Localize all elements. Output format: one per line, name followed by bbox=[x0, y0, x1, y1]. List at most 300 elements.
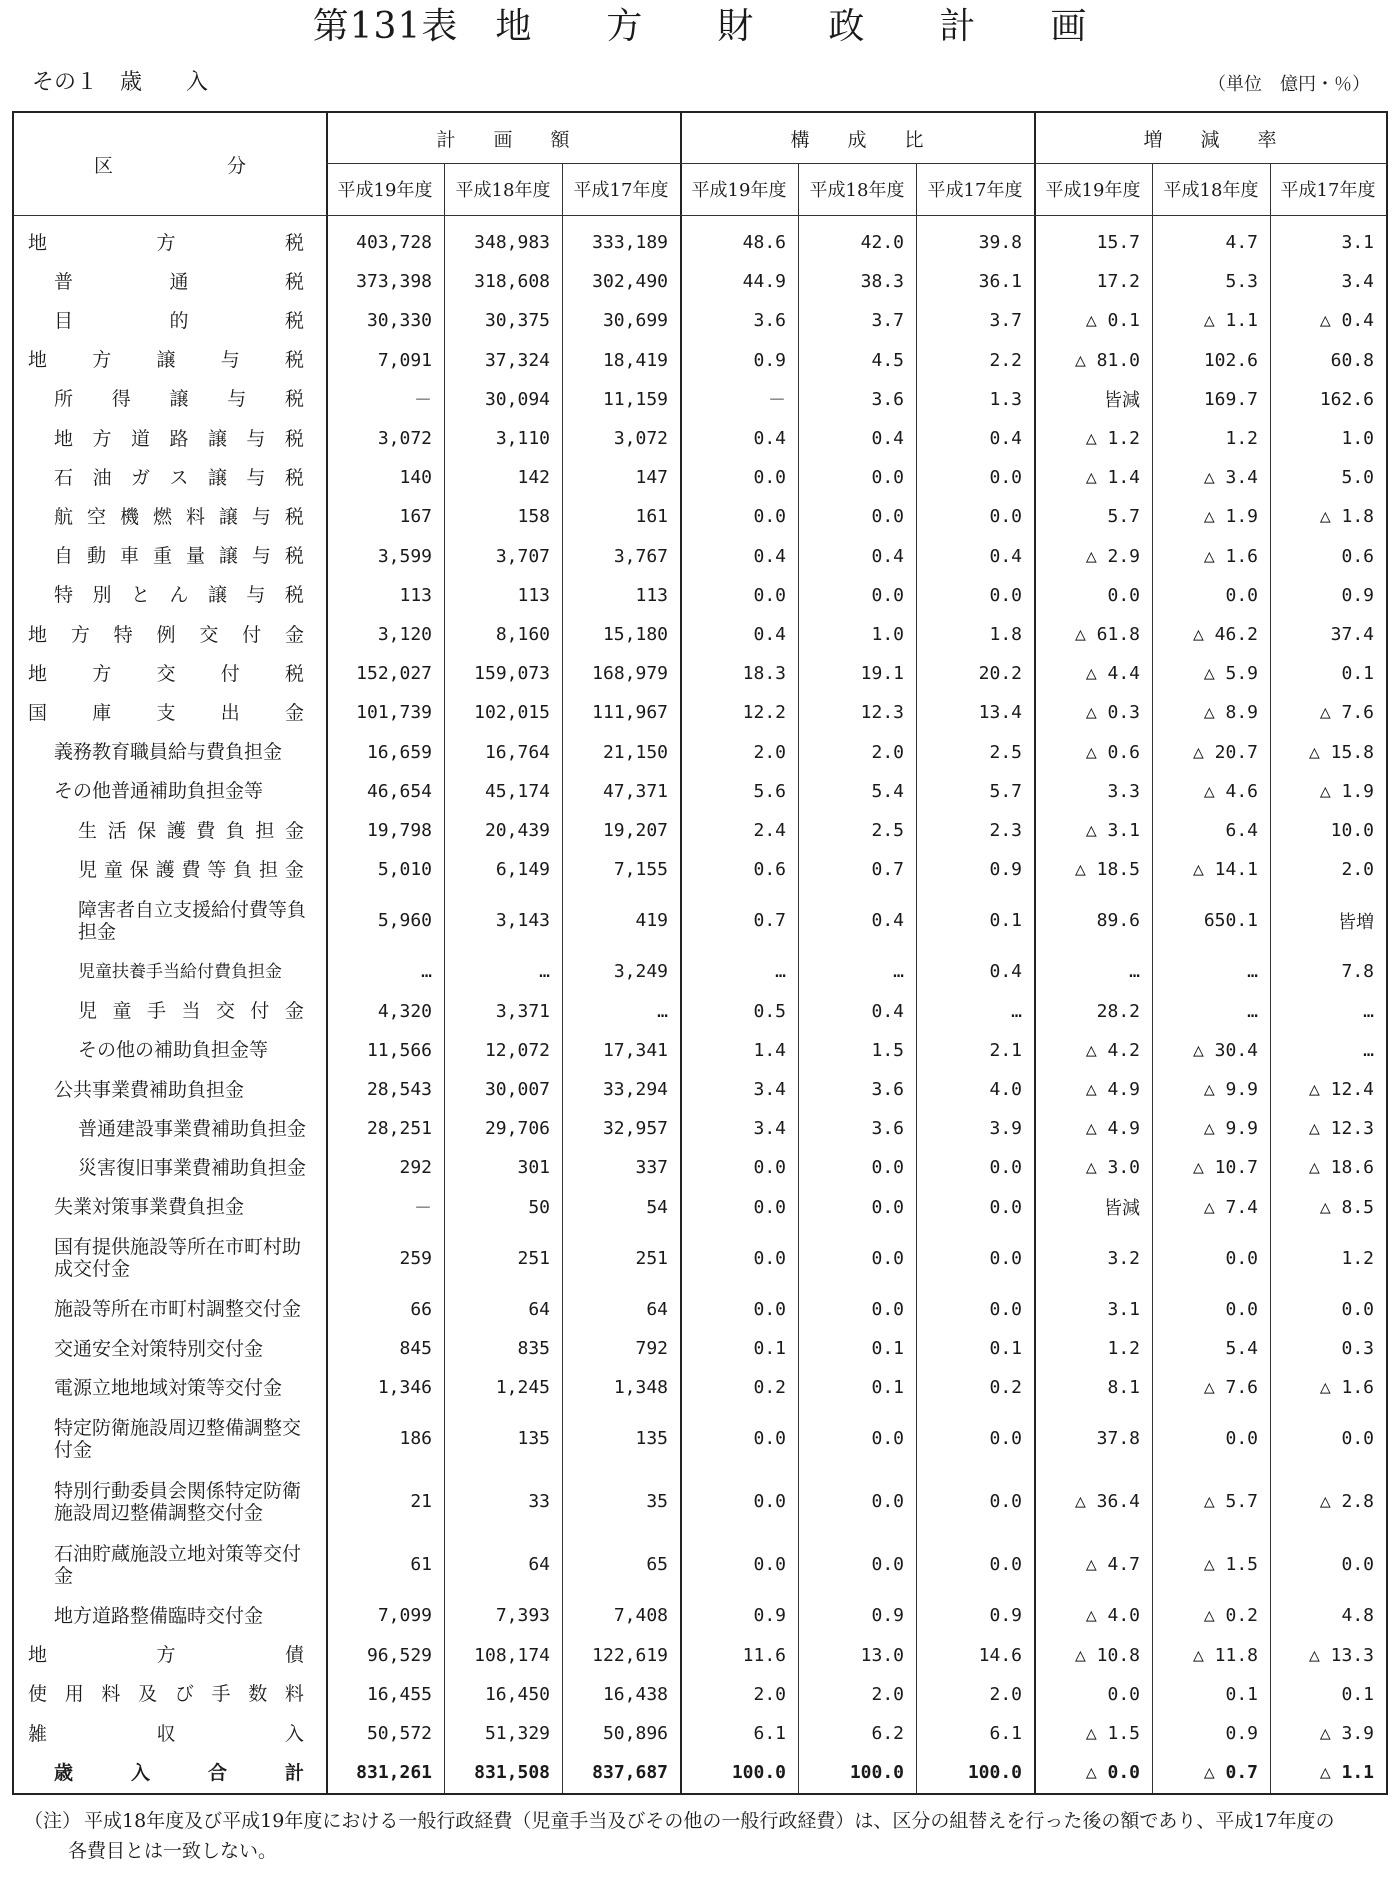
row-label-char: 重 bbox=[152, 545, 172, 568]
row-label-char: 目 bbox=[54, 309, 74, 332]
row-label-char: 費 bbox=[181, 858, 201, 881]
table-cell: 0.0 bbox=[1107, 584, 1140, 606]
table-cell: △ 1.6 bbox=[1203, 545, 1258, 567]
table-cell: 0.0 bbox=[871, 1428, 904, 1450]
table-cell: △ 5.7 bbox=[1203, 1491, 1258, 1513]
table-cell: 2.0 bbox=[753, 1683, 786, 1705]
row-label-char: 生 bbox=[78, 819, 98, 842]
table-cell: 89.6 bbox=[1096, 910, 1140, 932]
table-cell: 318,608 bbox=[474, 271, 550, 293]
table-cell: 0.0 bbox=[753, 1428, 786, 1450]
table-cell: 0.0 bbox=[989, 1157, 1022, 1179]
table-cell: 0.4 bbox=[989, 428, 1022, 450]
row-label-char: 例 bbox=[156, 623, 176, 646]
row-label-char: 活 bbox=[107, 819, 127, 842]
row-label-char: 出 bbox=[220, 701, 240, 724]
header-year: 平成19年度 bbox=[337, 180, 433, 201]
row-label-char: 道 bbox=[130, 427, 150, 450]
header-year: 平成17年度 bbox=[1280, 180, 1376, 201]
table-cell: 3,599 bbox=[377, 545, 432, 567]
table-cell: 0.4 bbox=[871, 910, 904, 932]
table-cell: △ 0.2 bbox=[1203, 1605, 1258, 1627]
table-cell: 0.5 bbox=[753, 1000, 786, 1022]
row-label-char: 自 bbox=[54, 545, 74, 568]
table-cell: 0.0 bbox=[1107, 1683, 1140, 1705]
table-cell: 3,371 bbox=[495, 1000, 550, 1022]
table-cell: 792 bbox=[635, 1338, 668, 1360]
row-label-char: 与 bbox=[220, 349, 240, 372]
table-cell: 0.0 bbox=[753, 584, 786, 606]
table-cell: 皆減 bbox=[1104, 390, 1140, 412]
table-cell: △ 0.1 bbox=[1085, 310, 1140, 332]
table-cell: 0.0 bbox=[871, 584, 904, 606]
table-cell: － bbox=[414, 390, 432, 412]
table-cell: 0.2 bbox=[753, 1377, 786, 1399]
row-label bbox=[54, 576, 304, 615]
table-cell: 0.0 bbox=[1225, 1428, 1258, 1450]
table-cell: 831,508 bbox=[474, 1762, 550, 1784]
table-cell: 6.1 bbox=[753, 1723, 786, 1745]
table-cell: 3,072 bbox=[613, 428, 668, 450]
row-label: 災害復旧事業費補助負担金 bbox=[78, 1156, 307, 1179]
row-label: 義務教育職員給与費負担金 bbox=[54, 741, 283, 764]
table-cell: 37.4 bbox=[1330, 624, 1374, 646]
row-label-char: 雑 bbox=[28, 1722, 48, 1745]
table-cell: 28,251 bbox=[366, 1118, 432, 1140]
row-label-char: 保 bbox=[129, 858, 149, 881]
table-cell: 14.6 bbox=[978, 1644, 1022, 1666]
table-cell: 5,010 bbox=[377, 859, 432, 881]
table-cell: 3,110 bbox=[495, 428, 550, 450]
table-cell: 169.7 bbox=[1203, 388, 1258, 410]
table-cell: 37.8 bbox=[1096, 1428, 1140, 1450]
table-cell: 66 bbox=[410, 1298, 432, 1320]
table-cell: △ 61.8 bbox=[1074, 624, 1140, 646]
table-cell: 0.1 bbox=[989, 910, 1022, 932]
row-label: その他普通補助負担金等 bbox=[54, 780, 264, 803]
table-cell: △ 0.4 bbox=[1319, 310, 1374, 332]
row-label-char: び bbox=[174, 1683, 194, 1706]
table-cell: 5.4 bbox=[871, 780, 904, 802]
row-label-char: 童 bbox=[103, 858, 123, 881]
table-cell: 46,654 bbox=[366, 780, 432, 802]
row-label-char: 金 bbox=[284, 1000, 304, 1023]
row-label-char: 税 bbox=[284, 545, 304, 568]
table-cell: 2.0 bbox=[871, 741, 904, 763]
table-cell: 650.1 bbox=[1203, 910, 1258, 932]
table-cell: 135 bbox=[517, 1428, 550, 1450]
table-cell: 28,543 bbox=[366, 1079, 432, 1101]
row-label-char: 使 bbox=[28, 1683, 48, 1706]
table-cell: 20.2 bbox=[978, 663, 1022, 685]
row-label: 電源立地地域対策等交付金 bbox=[54, 1376, 283, 1399]
row-label-char: 料 bbox=[284, 1683, 304, 1706]
row-label-char: 譲 bbox=[207, 466, 227, 489]
row-label-char: 譲 bbox=[207, 427, 227, 450]
row-label-char: ガ bbox=[130, 466, 150, 489]
table-cell: 158 bbox=[517, 506, 550, 528]
table-cell: 0.4 bbox=[871, 1000, 904, 1022]
table-cell: 65 bbox=[646, 1554, 668, 1576]
table-cell: △ 8.9 bbox=[1203, 702, 1258, 724]
table-cell: 2.0 bbox=[989, 1683, 1022, 1705]
table-cell: 333,189 bbox=[592, 232, 668, 254]
table-cell: 0.0 bbox=[871, 1298, 904, 1320]
table-cell: 42.0 bbox=[860, 232, 904, 254]
row-label: 公共事業費補助負担金 bbox=[54, 1078, 245, 1101]
table-cell: 12.3 bbox=[860, 702, 904, 724]
row-label-char: 税 bbox=[284, 388, 304, 411]
table-cell: 3,072 bbox=[377, 428, 432, 450]
row-label-char: 等 bbox=[207, 858, 227, 881]
table-cell: 30,007 bbox=[484, 1079, 550, 1101]
table-cell: 17,341 bbox=[602, 1039, 668, 1061]
table-cell: 0.0 bbox=[1225, 1298, 1258, 1320]
table-cell: 7,393 bbox=[495, 1605, 550, 1627]
table-cell: △ 0.7 bbox=[1203, 1762, 1258, 1784]
row-label-char: 特 bbox=[113, 623, 133, 646]
table-cell: △ 4.7 bbox=[1085, 1554, 1140, 1576]
table-cell: △ 1.8 bbox=[1319, 506, 1374, 528]
table-cell: △ 4.0 bbox=[1085, 1605, 1140, 1627]
row-label-char: 与 bbox=[246, 466, 266, 489]
table-cell: △ 4.2 bbox=[1085, 1039, 1140, 1061]
table-cell: 5,960 bbox=[377, 910, 432, 932]
table-cell: 17.2 bbox=[1096, 271, 1140, 293]
row-label bbox=[28, 341, 304, 380]
row-label-char: 金 bbox=[284, 701, 304, 724]
row-label bbox=[28, 223, 304, 262]
table-cell: 1.8 bbox=[989, 624, 1022, 646]
table-cell: 251 bbox=[635, 1247, 668, 1269]
table-cell: 5.4 bbox=[1225, 1338, 1258, 1360]
row-label bbox=[54, 537, 304, 576]
table-cell: 47,371 bbox=[602, 780, 668, 802]
table-cell: 3.1 bbox=[1341, 232, 1374, 254]
table-cell: 0.0 bbox=[753, 1157, 786, 1179]
table-cell: 0.0 bbox=[989, 1298, 1022, 1320]
table-cell: 5.7 bbox=[1107, 506, 1140, 528]
row-label-char: 量 bbox=[185, 545, 205, 568]
row-label-char: 与 bbox=[251, 505, 271, 528]
table-cell: 159,073 bbox=[474, 663, 550, 685]
table-cell: 30,330 bbox=[366, 310, 432, 332]
row-label-char: 税 bbox=[284, 662, 304, 685]
row-label-char: 金 bbox=[284, 858, 304, 881]
table-cell: △ 11.8 bbox=[1192, 1644, 1258, 1666]
row-label-char: 油 bbox=[92, 466, 112, 489]
row-label-char: 地 bbox=[54, 427, 74, 450]
table-cell: 259 bbox=[399, 1247, 432, 1269]
table-cell: 0.1 bbox=[1341, 663, 1374, 685]
table-cell: 16,659 bbox=[366, 741, 432, 763]
table-cell: 4,320 bbox=[377, 1000, 432, 1022]
table-cell: … bbox=[893, 961, 904, 983]
row-label-char: 地 bbox=[28, 231, 48, 254]
table-subtitle: その１ 歳 入 bbox=[32, 70, 209, 95]
row-label-char: 手 bbox=[211, 1683, 231, 1706]
row-label: 施設等所在市町村調整交付金 bbox=[54, 1298, 302, 1321]
table-cell: 0.0 bbox=[871, 506, 904, 528]
table-cell: 0.0 bbox=[1225, 1247, 1258, 1269]
finance-table bbox=[12, 111, 1388, 1795]
table-cell: △ 0.3 bbox=[1085, 702, 1140, 724]
row-label: 普通建設事業費補助負担金 bbox=[78, 1117, 307, 1140]
table-cell: 0.4 bbox=[989, 961, 1022, 983]
table-cell: △ 18.6 bbox=[1308, 1157, 1374, 1179]
table-cell: 50,896 bbox=[602, 1723, 668, 1745]
table-cell: 101,739 bbox=[356, 702, 432, 724]
row-label-char: 入 bbox=[130, 1761, 150, 1784]
row-label-char: 動 bbox=[86, 545, 106, 568]
table-cell: 2.5 bbox=[871, 820, 904, 842]
header-year: 平成17年度 bbox=[573, 180, 669, 201]
row-label-char: 収 bbox=[156, 1722, 176, 1745]
table-cell: 21,150 bbox=[602, 741, 668, 763]
table-cell: 4.5 bbox=[871, 349, 904, 371]
note-mark: （注） bbox=[24, 1810, 82, 1832]
table-cell: 0.0 bbox=[753, 1247, 786, 1269]
table-cell: 0.4 bbox=[989, 545, 1022, 567]
table-cell: 3.7 bbox=[989, 310, 1022, 332]
row-label: 児童扶養手当給付費負担金 bbox=[78, 961, 282, 982]
table-cell: 1.2 bbox=[1225, 428, 1258, 450]
table-cell: 3,767 bbox=[613, 545, 668, 567]
row-label-char: 譲 bbox=[169, 388, 189, 411]
row-label-char: 地 bbox=[28, 662, 48, 685]
table-cell: △ 0.0 bbox=[1085, 1762, 1140, 1784]
row-label-char: 空 bbox=[86, 505, 106, 528]
table-cell: 0.0 bbox=[1341, 1298, 1374, 1320]
table-cell: 4.0 bbox=[989, 1079, 1022, 1101]
table-cell: 111,967 bbox=[592, 702, 668, 724]
table-cell: 0.7 bbox=[753, 910, 786, 932]
row-label-char: 通 bbox=[169, 270, 189, 293]
table-cell: … bbox=[1129, 961, 1140, 983]
row-label-char: 税 bbox=[284, 349, 304, 372]
table-cell: 162.6 bbox=[1319, 388, 1374, 410]
table-cell: 3.6 bbox=[871, 1118, 904, 1140]
row-label-char: 税 bbox=[284, 309, 304, 332]
header-year: 平成17年度 bbox=[927, 180, 1023, 201]
table-note bbox=[24, 1806, 1374, 1866]
table-cell: 0.3 bbox=[1341, 1338, 1374, 1360]
header-group-2: 増 減 率 bbox=[1143, 128, 1277, 151]
table-cell: 12,072 bbox=[484, 1039, 550, 1061]
table-cell: 845 bbox=[399, 1338, 432, 1360]
row-label bbox=[28, 615, 304, 654]
row-label-char: 歳 bbox=[54, 1761, 74, 1784]
table-cell: △ 1.6 bbox=[1319, 1377, 1374, 1399]
table-cell: △ 3.9 bbox=[1319, 1723, 1374, 1745]
table-cell: 5.7 bbox=[989, 780, 1022, 802]
header-category: 区 分 bbox=[93, 154, 246, 177]
table-cell: 6,149 bbox=[495, 859, 550, 881]
table-cell: 35 bbox=[646, 1491, 668, 1513]
table-cell: … bbox=[1011, 1000, 1022, 1022]
table-cell: △ 1.1 bbox=[1203, 310, 1258, 332]
row-label: 特別行動委員会関係特定防衛施設周辺整備調整交付金 bbox=[54, 1479, 302, 1524]
table-cell: 835 bbox=[517, 1338, 550, 1360]
table-cell: 50,572 bbox=[366, 1723, 432, 1745]
row-label bbox=[54, 301, 304, 340]
table-cell: △ 4.6 bbox=[1203, 780, 1258, 802]
row-label-char: 庫 bbox=[92, 701, 112, 724]
table-cell: △ 1.5 bbox=[1085, 1723, 1140, 1745]
table-cell: 168,979 bbox=[592, 663, 668, 685]
table-cell: 108,174 bbox=[474, 1644, 550, 1666]
table-cell: 3,143 bbox=[495, 910, 550, 932]
table-cell: 7,091 bbox=[377, 349, 432, 371]
table-cell: △ 3.1 bbox=[1085, 820, 1140, 842]
table-cell: 37,324 bbox=[484, 349, 550, 371]
table-cell: 147 bbox=[635, 467, 668, 489]
table-cell: 837,687 bbox=[592, 1762, 668, 1784]
table-cell: － bbox=[768, 390, 786, 412]
table-cell: 96,529 bbox=[366, 1644, 432, 1666]
table-cell: 0.0 bbox=[753, 1554, 786, 1576]
row-label bbox=[54, 380, 304, 419]
table-cell: △ 46.2 bbox=[1192, 624, 1258, 646]
row-label bbox=[28, 654, 304, 693]
table-cell: 0.0 bbox=[871, 467, 904, 489]
row-label-char: 合 bbox=[207, 1761, 227, 1784]
table-cell: 0.4 bbox=[871, 428, 904, 450]
table-cell: 3.3 bbox=[1107, 780, 1140, 802]
table-cell: 5.0 bbox=[1341, 467, 1374, 489]
table-cell: 15,180 bbox=[602, 624, 668, 646]
table-cell: △ 9.9 bbox=[1203, 1118, 1258, 1140]
table-cell: 10.0 bbox=[1330, 820, 1374, 842]
table-cell: 0.1 bbox=[871, 1338, 904, 1360]
table-cell: 0.7 bbox=[871, 859, 904, 881]
table-cell: 2.3 bbox=[989, 820, 1022, 842]
row-label-char: 機 bbox=[119, 505, 139, 528]
table-cell: △ 2.9 bbox=[1085, 545, 1140, 567]
table-cell: 5.3 bbox=[1225, 271, 1258, 293]
page-title: 第131表 地 方 財 政 計 画 bbox=[312, 6, 1088, 47]
table-cell: 45,174 bbox=[484, 780, 550, 802]
row-label-char: 得 bbox=[111, 388, 131, 411]
row-label bbox=[54, 419, 304, 458]
header-group-1: 構 成 比 bbox=[790, 128, 924, 151]
table-cell: 0.0 bbox=[871, 1491, 904, 1513]
row-label-char: 児 bbox=[78, 858, 98, 881]
row-label-char: 所 bbox=[54, 388, 74, 411]
table-cell: 19.1 bbox=[860, 663, 904, 685]
table-cell: 1.0 bbox=[1341, 428, 1374, 450]
table-cell: △ 1.5 bbox=[1203, 1554, 1258, 1576]
table-cell: 3.6 bbox=[871, 1079, 904, 1101]
table-cell: 2.0 bbox=[753, 741, 786, 763]
table-cell: 100.0 bbox=[967, 1762, 1022, 1784]
row-label-char: 車 bbox=[119, 545, 139, 568]
table-cell: 100.0 bbox=[849, 1762, 904, 1784]
row-label-char: 負 bbox=[225, 819, 245, 842]
table-cell: 1.2 bbox=[1341, 1247, 1374, 1269]
row-label-char: 与 bbox=[251, 545, 271, 568]
table-cell: 0.0 bbox=[871, 1157, 904, 1179]
table-cell: 3,249 bbox=[613, 961, 668, 983]
header-year: 平成19年度 bbox=[1045, 180, 1141, 201]
table-cell: △ 4.9 bbox=[1085, 1118, 1140, 1140]
row-label-char: 護 bbox=[155, 858, 175, 881]
table-cell: 7,408 bbox=[613, 1605, 668, 1627]
table-cell: 302,490 bbox=[592, 271, 668, 293]
table-cell: 皆減 bbox=[1104, 1198, 1140, 1220]
row-label-char: 与 bbox=[246, 584, 266, 607]
table-cell: 0.0 bbox=[753, 506, 786, 528]
table-cell: 6.2 bbox=[871, 1723, 904, 1745]
table-cell: 60.8 bbox=[1330, 349, 1374, 371]
table-cell: 102,015 bbox=[474, 702, 550, 724]
table-cell: 3.2 bbox=[1107, 1247, 1140, 1269]
table-cell: 0.0 bbox=[989, 1196, 1022, 1218]
table-cell: 831,261 bbox=[356, 1762, 432, 1784]
row-label-char: 石 bbox=[54, 466, 74, 489]
table-cell: 0.1 bbox=[1341, 1683, 1374, 1705]
table-cell: 0.4 bbox=[753, 545, 786, 567]
row-label-char: 負 bbox=[233, 858, 253, 881]
row-label-char: 普 bbox=[54, 270, 74, 293]
table-cell: 0.9 bbox=[989, 1605, 1022, 1627]
table-cell: 1,245 bbox=[495, 1377, 550, 1399]
row-label-char: 付 bbox=[220, 662, 240, 685]
row-label-char: 童 bbox=[112, 1000, 132, 1023]
table-cell: 0.9 bbox=[753, 1605, 786, 1627]
table-cell: △ 1.2 bbox=[1085, 428, 1140, 450]
table-cell: △ 10.8 bbox=[1074, 1644, 1140, 1666]
table-cell: 54 bbox=[646, 1196, 668, 1218]
header-bottom-rule bbox=[14, 215, 1386, 216]
table-cell: 18,419 bbox=[602, 349, 668, 371]
table-cell: 11,566 bbox=[366, 1039, 432, 1061]
table-cell: 0.0 bbox=[1341, 1554, 1374, 1576]
table-cell: … bbox=[657, 1000, 668, 1022]
table-cell: △ 36.4 bbox=[1074, 1491, 1140, 1513]
table-cell: 3,707 bbox=[495, 545, 550, 567]
table-cell: △ 0.6 bbox=[1085, 741, 1140, 763]
header-year: 平成19年度 bbox=[691, 180, 787, 201]
table-cell: － bbox=[414, 1198, 432, 1220]
table-cell: △ 10.7 bbox=[1192, 1157, 1258, 1179]
row-label-char: 燃 bbox=[152, 505, 172, 528]
table-cell: 301 bbox=[517, 1157, 550, 1179]
table-cell: △ 20.7 bbox=[1192, 741, 1258, 763]
row-label-char: 税 bbox=[284, 270, 304, 293]
note-line-2: 各費目とは一致しない。 bbox=[68, 1840, 278, 1862]
row-label-char: 護 bbox=[166, 819, 186, 842]
header-year: 平成18年度 bbox=[455, 180, 551, 201]
row-label-char: 譲 bbox=[218, 545, 238, 568]
table-cell: 15.7 bbox=[1096, 232, 1140, 254]
table-cell: △ 1.9 bbox=[1203, 506, 1258, 528]
table-cell: 0.9 bbox=[871, 1605, 904, 1627]
table-cell: 0.0 bbox=[753, 1491, 786, 1513]
table-cell: 0.0 bbox=[989, 1491, 1022, 1513]
row-label-char: 入 bbox=[284, 1722, 304, 1745]
row-label bbox=[78, 811, 304, 850]
table-cell: 19,207 bbox=[602, 820, 668, 842]
unit-label: （単位 億円・％） bbox=[1208, 74, 1370, 95]
row-label-char: 譲 bbox=[207, 584, 227, 607]
table-cell: △ 81.0 bbox=[1074, 349, 1140, 371]
table-cell: 122,619 bbox=[592, 1644, 668, 1666]
row-label bbox=[28, 1714, 304, 1753]
table-cell: 1.4 bbox=[753, 1039, 786, 1061]
table-cell: 50 bbox=[528, 1196, 550, 1218]
table-cell: 1,346 bbox=[377, 1377, 432, 1399]
